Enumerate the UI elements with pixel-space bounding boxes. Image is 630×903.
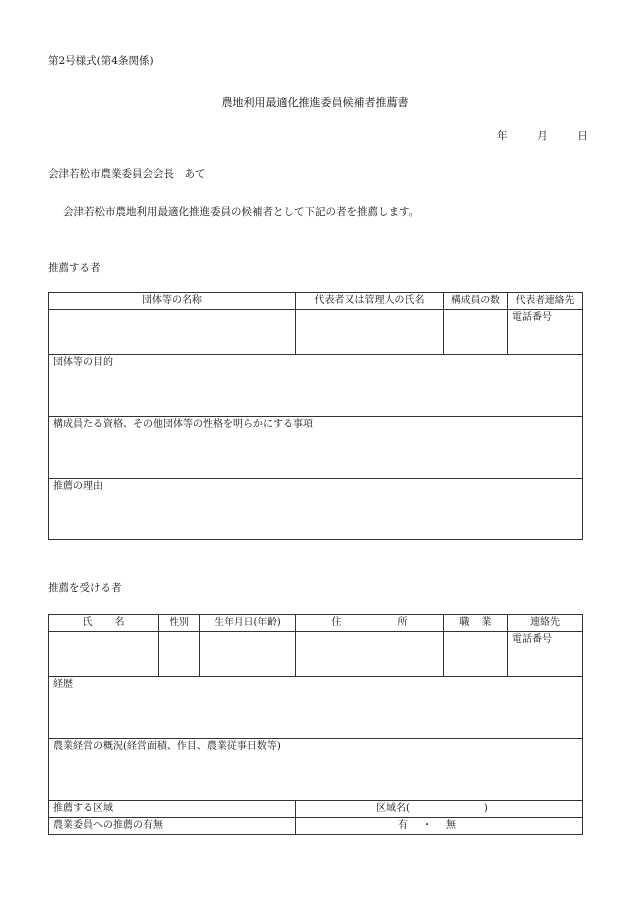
member-count-field[interactable]	[444, 310, 508, 355]
date-day-label: 日	[577, 130, 588, 142]
recommended-table	[48, 614, 583, 835]
intro-text: 会津若松市農地利用最適化推進委員の候補者として下記の者を推薦します。	[63, 206, 420, 218]
header-name-char-2: 名	[114, 617, 125, 628]
addressee: 会津若松市農業委員会会長 あて	[48, 168, 206, 180]
area-name-close: )	[483, 803, 488, 814]
date-year-label: 年	[497, 130, 508, 142]
date-month-label: 月	[537, 130, 548, 142]
form-number: 第2号様式(第4条関係)	[48, 55, 154, 67]
area-name-field[interactable]	[296, 801, 583, 818]
recommender-table	[48, 292, 583, 540]
career-field[interactable]	[49, 677, 583, 739]
committee-recommendation-options	[296, 818, 583, 835]
header-occupation-char-1: 職	[459, 617, 470, 628]
recommendation-reason-label: 推薦の理由	[53, 481, 103, 492]
option-no[interactable]: 無	[446, 820, 456, 831]
header-birthdate: 生年月日(年齢)	[200, 615, 296, 632]
organization-name-field[interactable]	[49, 310, 296, 355]
contact-phone-label: 電話番号	[512, 634, 552, 645]
organization-purpose-label: 団体等の目的	[53, 357, 113, 368]
committee-recommendation-label: 農業委員への推薦の有無	[49, 818, 296, 835]
name-field[interactable]	[49, 632, 159, 677]
header-occupation	[444, 615, 508, 632]
option-separator: ・	[422, 820, 432, 831]
representative-contact-field[interactable]	[508, 310, 583, 355]
header-name	[49, 615, 159, 632]
phone-label: 電話番号	[512, 312, 552, 323]
farming-overview-field[interactable]	[49, 739, 583, 801]
member-qualification-label: 構成員たる資格、その他団体等の性格を明らかにする事項	[53, 419, 313, 430]
header-address	[296, 615, 444, 632]
farming-overview-label: 農業経営の概況(経営面積、作目、農業従事日数等)	[53, 741, 281, 752]
organization-purpose-field[interactable]	[49, 355, 583, 417]
header-address-char-2: 所	[397, 617, 408, 628]
header-representative-contact: 代表者連絡先	[508, 293, 583, 310]
recommended-area-label: 推薦する区域	[49, 801, 296, 818]
representative-name-field[interactable]	[296, 310, 444, 355]
recommender-section-label: 推薦する者	[48, 262, 101, 274]
contact-field[interactable]	[508, 632, 583, 677]
header-gender: 性別	[159, 615, 200, 632]
header-representative-name: 代表者又は管理人の氏名	[296, 293, 444, 310]
header-occupation-char-2: 業	[481, 617, 492, 628]
birthdate-field[interactable]	[200, 632, 296, 677]
document-title: 農地利用最適化推進委員候補者推薦書	[221, 96, 409, 109]
address-field[interactable]	[296, 632, 444, 677]
occupation-field[interactable]	[444, 632, 508, 677]
gender-field[interactable]	[159, 632, 200, 677]
recommended-section-label: 推薦を受ける者	[48, 582, 122, 594]
header-name-char-1: 氏	[82, 617, 93, 628]
area-name-label: 区域名(	[376, 803, 410, 814]
header-organization-name: 団体等の名称	[49, 293, 296, 310]
option-yes[interactable]: 有	[398, 820, 408, 831]
header-address-char-1: 住	[331, 617, 342, 628]
header-contact: 連絡先	[508, 615, 583, 632]
member-qualification-field[interactable]	[49, 417, 583, 479]
header-member-count: 構成員の数	[444, 293, 508, 310]
recommendation-reason-field[interactable]	[49, 479, 583, 540]
date-line	[497, 128, 588, 143]
career-label: 経歴	[53, 679, 73, 690]
